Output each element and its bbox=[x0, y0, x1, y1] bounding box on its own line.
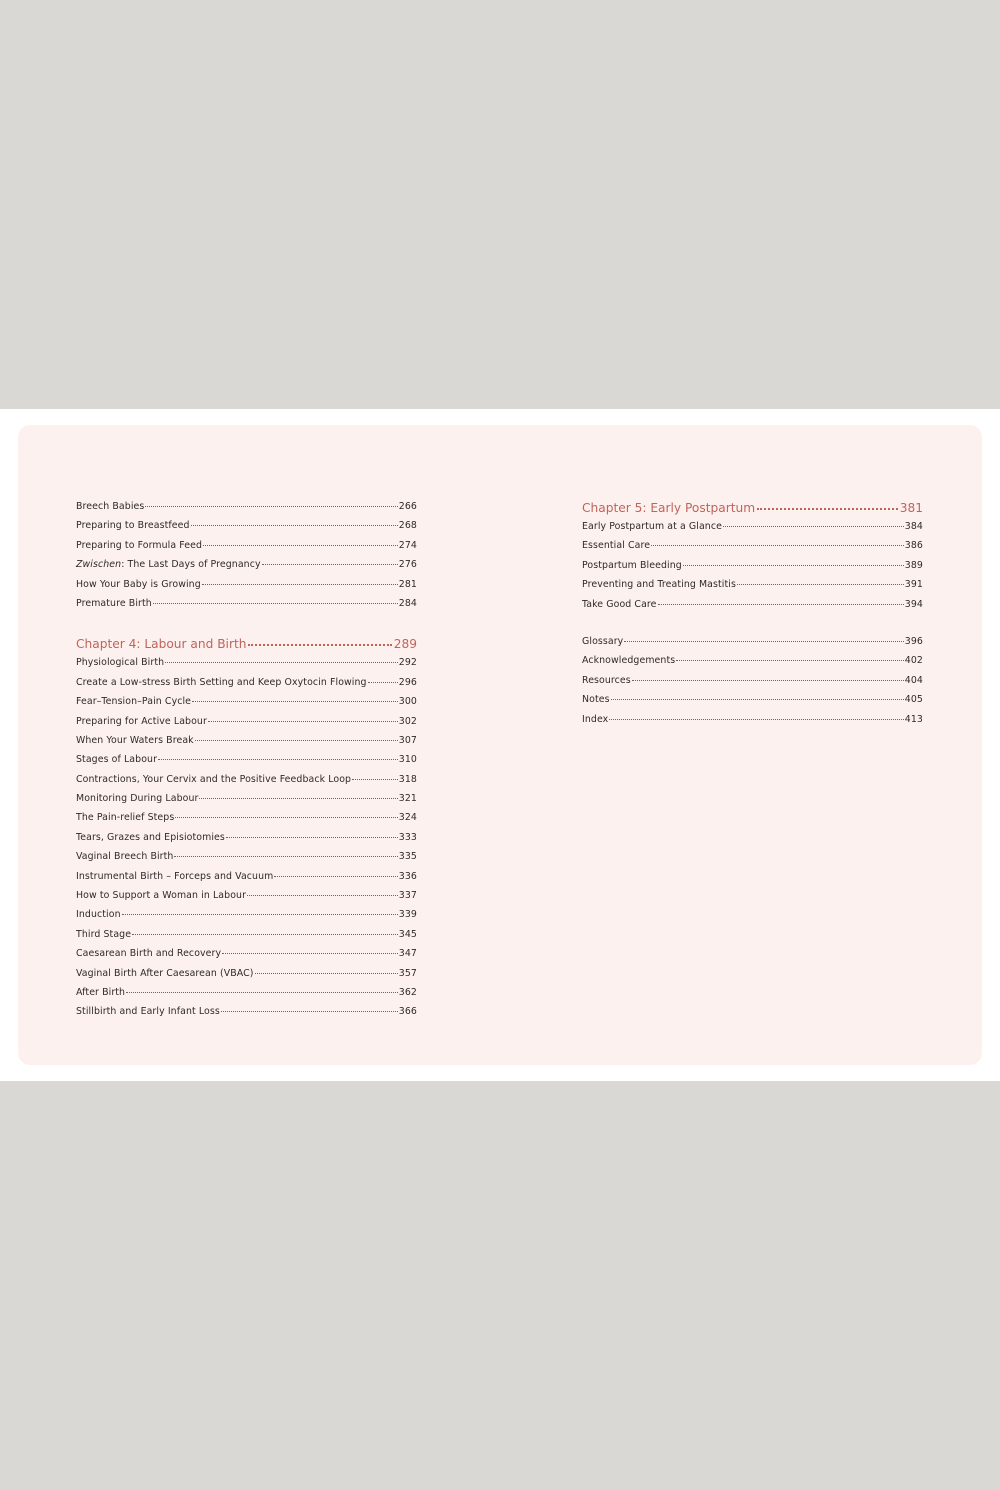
toc-entry[interactable]: Instrumental Birth – Forceps and Vacuum 336 bbox=[76, 870, 417, 882]
toc-left-column bbox=[76, 501, 417, 1026]
chapter-4-entries bbox=[76, 657, 417, 1025]
toc-right-column bbox=[582, 501, 923, 733]
toc-entry[interactable]: Index 413 bbox=[582, 713, 923, 725]
toc-entry[interactable]: The Pain-relief Steps 324 bbox=[76, 812, 417, 824]
page-band bbox=[0, 409, 1000, 1081]
chapter-5-entries bbox=[582, 521, 923, 618]
toc-entry[interactable]: How Your Baby is Growing 281 bbox=[76, 578, 417, 590]
toc-entry[interactable]: Preparing to Breastfeed 268 bbox=[76, 520, 417, 532]
toc-entry[interactable]: Acknowledgements 402 bbox=[582, 655, 923, 667]
chapter-heading-4[interactable]: Chapter 4: Labour and Birth 289 bbox=[76, 637, 417, 652]
toc-entry[interactable]: Postpartum Bleeding 389 bbox=[582, 559, 923, 571]
table-of-contents-sheet bbox=[18, 425, 982, 1065]
toc-entry[interactable]: Take Good Care 394 bbox=[582, 598, 923, 610]
toc-entry[interactable]: When Your Waters Break 307 bbox=[76, 734, 417, 746]
toc-entry[interactable]: Zwischen: The Last Days of Pregnancy 276 bbox=[76, 559, 417, 571]
chapter-heading-5[interactable]: Chapter 5: Early Postpartum 381 bbox=[582, 501, 923, 515]
toc-entry[interactable]: Third Stage 345 bbox=[76, 928, 417, 940]
toc-entry[interactable]: Preparing for Active Labour 302 bbox=[76, 715, 417, 727]
toc-entry[interactable]: Notes 405 bbox=[582, 694, 923, 706]
toc-entry[interactable]: Tears, Grazes and Episiotomies 333 bbox=[76, 831, 417, 843]
toc-entry[interactable]: Fear–Tension–Pain Cycle 300 bbox=[76, 696, 417, 708]
toc-entry[interactable]: Essential Care 386 bbox=[582, 540, 923, 552]
toc-entry[interactable]: Premature Birth 284 bbox=[76, 597, 417, 609]
toc-entry[interactable]: Vaginal Breech Birth 335 bbox=[76, 851, 417, 863]
toc-entry[interactable]: Caesarean Birth and Recovery 347 bbox=[76, 948, 417, 960]
toc-entry[interactable]: Resources 404 bbox=[582, 674, 923, 686]
back-matter-entries bbox=[582, 636, 923, 733]
toc-entry[interactable]: Contractions, Your Cervix and the Positive Feedback Loop 318 bbox=[76, 773, 417, 785]
toc-entry[interactable]: Preventing and Treating Mastitis 391 bbox=[582, 579, 923, 591]
toc-entry[interactable]: Induction 339 bbox=[76, 909, 417, 921]
toc-entry[interactable]: Glossary 396 bbox=[582, 635, 923, 647]
toc-entry[interactable]: Breech Babies 266 bbox=[76, 501, 417, 512]
toc-entry[interactable]: Early Postpartum at a Glance 384 bbox=[582, 521, 923, 532]
toc-entry[interactable]: After Birth 362 bbox=[76, 986, 417, 998]
toc-entry[interactable]: Preparing to Formula Feed 274 bbox=[76, 539, 417, 551]
toc-entry[interactable]: Stillbirth and Early Infant Loss 366 bbox=[76, 1006, 417, 1018]
toc-entry[interactable]: Stages of Labour 310 bbox=[76, 754, 417, 766]
toc-entry[interactable]: Create a Low-stress Birth Setting and Keep Oxytocin Flowing 296 bbox=[76, 676, 417, 688]
toc-entry[interactable]: Monitoring During Labour 321 bbox=[76, 793, 417, 805]
toc-entry[interactable]: Vaginal Birth After Caesarean (VBAC) 357 bbox=[76, 967, 417, 979]
toc-entry[interactable]: How to Support a Woman in Labour 337 bbox=[76, 890, 417, 902]
toc-entry[interactable]: Physiological Birth 292 bbox=[76, 657, 417, 669]
